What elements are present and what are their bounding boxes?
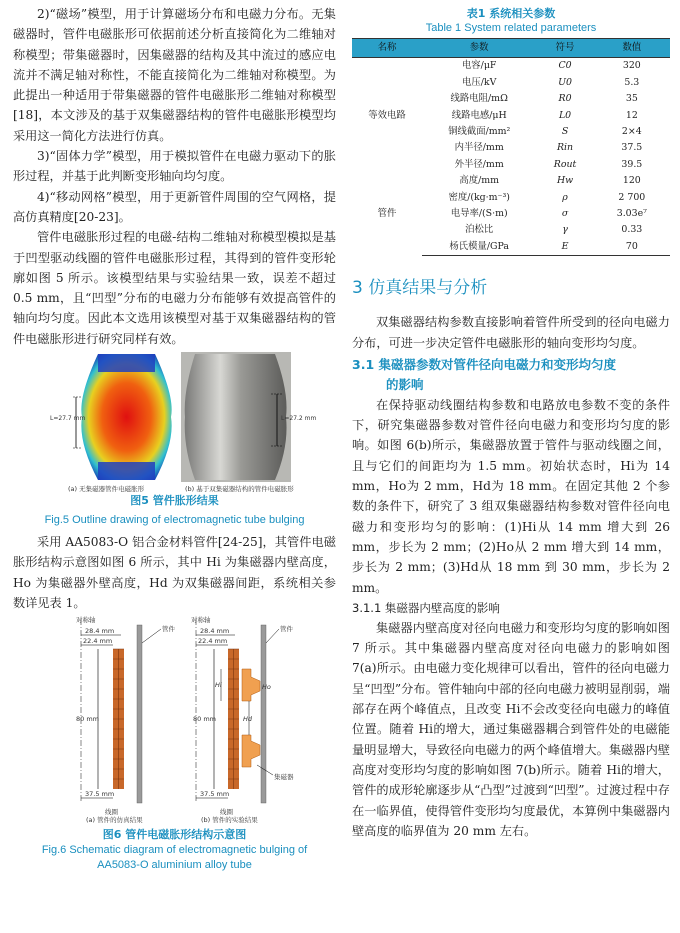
table-cell-symbol: σ xyxy=(561,208,569,220)
table-cell-value: 12 xyxy=(625,109,638,121)
section-3-heading: 3 仿真结果与分析 xyxy=(352,278,488,299)
table-cell-value: 2 700 xyxy=(618,191,646,203)
fig5-caption-cn: 图5 管件胀形结果 xyxy=(130,494,219,508)
table-cell-symbol: Rout xyxy=(553,158,577,170)
fig6b-dim-224: 22.4 mm xyxy=(198,637,228,646)
simulated-tube xyxy=(81,354,171,480)
coil-a xyxy=(113,649,124,789)
fig6b-hi-label: Hi xyxy=(215,681,222,690)
collector-bottom xyxy=(242,735,260,767)
figure-6 xyxy=(13,615,336,843)
table-cell-symbol: Hw xyxy=(556,175,574,187)
table-cell-value: 5.3 xyxy=(624,76,640,88)
table-cell-param: 内半径/mm xyxy=(454,142,504,154)
table-cell-value: 70 xyxy=(594,239,670,256)
table-cell-symbol: E xyxy=(536,239,593,256)
fig5-length-right: L=27.2 mm xyxy=(281,415,317,423)
section-3-1-heading-line2: 的影响 xyxy=(386,376,424,392)
fig6b-hd-label: Hd xyxy=(243,715,253,724)
table-row xyxy=(352,173,670,189)
table-cell-symbol: S xyxy=(561,126,569,138)
table-cell-value: 2×4 xyxy=(621,126,642,138)
table-cell-param: 杨氏模量/GPa xyxy=(422,239,536,256)
fig5-length-left: L=27.7 mm xyxy=(50,415,86,423)
table-cell-value: 3.03e⁷ xyxy=(616,208,647,220)
table-row xyxy=(352,58,670,75)
table-cell-value: 120 xyxy=(622,175,641,187)
fig6a-dim-224: 22.4 mm xyxy=(83,637,113,646)
fig6b-collector-label: 集磁器 xyxy=(274,773,294,782)
fig6a-tube-label: 管件 xyxy=(162,625,175,634)
fig6b-ho-label: Ho xyxy=(262,683,271,692)
table1-title-cn: 表1 系统相关参数 xyxy=(466,7,556,20)
table-cell-symbol: U0 xyxy=(558,76,572,88)
right-column xyxy=(352,0,670,841)
fig6-caption-cn: 图6 管件电磁胀形结构示意图 xyxy=(102,828,247,842)
table-cell-param: 电容/μF xyxy=(461,60,497,72)
fig6b-dim-284: 28.4 mm xyxy=(200,627,230,636)
fig6a-dim-375: 37.5 mm xyxy=(85,790,115,799)
fig6-caption-en-line2: AA5083-O aluminium alloy tube xyxy=(97,859,252,872)
fig6b-dim-80: 80 mm xyxy=(193,715,217,724)
table1-title-en: Table 1 System related parameters xyxy=(425,22,597,34)
fig6a-subcaption: (a) 管件的仿真结果 xyxy=(86,816,143,825)
paragraph-section3-1-1: 集磁器内壁高度对径向电磁力和变形均匀度的影响如图 7 所示。其中集磁器内壁高度对径向电磁力的影响如图 7(a)所示。由电磁力变化规律可以看出，管件的径向电磁力呈“凹型”分布。管件轴向中部的径向电磁力被明显削弱，端部存在两个峰值点，且改变 Hi不会改变径向电磁力的峰值位置。随着 Hi的增大，通过集磁器耦合到管件处的电磁能量明显增大，导致径向电磁力的两个峰值增大。集磁器内壁高度对变形均匀度的影响如图 7(b)所示。随着 Hi的增大，管件的成形轮廓逐步从“凸型”过渡到“凹型”。过渡过程中存在一临界值，使得管件变形均匀度最优，本算例中集磁器内壁高度的临界值为 20 mm 左右。 xyxy=(352,620,670,838)
table-cell-symbol: ρ xyxy=(562,191,568,203)
table-cell-value: 35 xyxy=(625,93,638,105)
coil-b xyxy=(228,649,239,789)
table-cell-value: 320 xyxy=(622,60,641,72)
paragraph-section3-1: 在保持驱动线圈结构参数和电路放电参数不变的条件下，研究集磁器参数对管件径向电磁力和变形均匀度的影响。如图 6(b)所示，集磁器放置于管件与驱动线圈之间，且与它们的间距均为 1.5 mm。初始状态时，Hi为 14 mm，Ho为 2 mm，Hd为 18 mm。在固定其他 2 个参数的条件下，研究了 3 组双集磁器结构参数对管件径向电磁力和变形均匀的影响：(1)Hi从 14 mm 增大到 26 mm，步长为 2 mm；(2)Ho从 2 mm 增大到 14 mm，步长为 2 mm；(3)Hd从 18 mm 到 30 mm，步长为 2 mm。 xyxy=(352,397,670,595)
table-group-tube: 管件 xyxy=(377,208,397,220)
fig6b-dim-375: 37.5 mm xyxy=(200,790,230,799)
table-cell-symbol: Rin xyxy=(556,142,574,154)
fig5-caption-en: Fig.5 Outline drawing of electromagnetic tube bulging xyxy=(44,514,305,527)
paragraph-magnetic-model: 2)“磁场”模型，用于计算磁场分布和电磁力分布。无集磁器时，管件电磁胀形可依据前述分析直接简化为二维轴对称模型；带集磁器时，因集磁器的结构及其中流过的感应电流并不满足轴对称性，不能直接简化为二维轴对称模型。为此提出一种适用于带集磁器的管件电磁胀形二维轴对称模型[18]，本文涉及的基于双集磁器结构的管件电磁胀形模型均采用这一简化方法进行仿真。 xyxy=(13,7,336,143)
table-header-name: 名称 xyxy=(352,39,422,58)
fig6b-coil-label: 线圈 xyxy=(220,808,233,817)
collector-top xyxy=(242,669,260,701)
table-group-circuit: 等效电路 xyxy=(368,109,406,121)
table-cell-value: 37.5 xyxy=(621,142,643,154)
fig6a-coil-label: 线圈 xyxy=(105,808,118,817)
table-cell-param: 线路电阻/mΩ xyxy=(450,93,508,105)
table-cell-param: 高度/mm xyxy=(459,175,500,187)
table-cell-param: 外半径/mm xyxy=(454,158,504,170)
table-cell-param: 铜线截面/mm² xyxy=(448,126,511,138)
fig6a-axis-label: 对称轴 xyxy=(76,616,96,625)
fig6a-dim-284: 28.4 mm xyxy=(85,627,115,636)
table-cell-param: 泊松比 xyxy=(465,224,494,236)
paragraph-material: 采用 AA5083-O 铝合金材料管件[24-25]，其管件电磁胀形结构示意图如图 6 所示，其中 Hi 为集磁器内壁高度，Ho 为集磁器外壁高度，Hd 为双集磁器间距，系统相关参数详见表 1。 xyxy=(13,535,336,610)
fig5-subcaption-a: (a) 无集磁器管件电磁胀形 xyxy=(68,485,145,494)
figure-5 xyxy=(13,352,336,515)
table-cell-symbol: L0 xyxy=(558,109,572,121)
fig6b-subcaption: (b) 管件的实验结果 xyxy=(201,816,258,825)
table-cell-value: 39.5 xyxy=(621,158,643,170)
paragraph-solid-mechanics: 3)“固体力学”模型，用于模拟管件在电磁力驱动下的胀形过程，并基于此判断变形轴向均匀度。 xyxy=(13,149,336,184)
table-header-row xyxy=(352,39,670,58)
table-cell-param: 电压/kV xyxy=(462,76,497,88)
fig6-diagram xyxy=(13,615,336,825)
paragraph-section3-intro: 双集磁器结构参数直接影响着管件所受到的径向电磁力分布，可进一步决定管件电磁胀形的轴向变形均匀度。 xyxy=(352,315,670,350)
section-3-1-heading-line1: 3.1 集磁器参数对管件径向电磁力和变形均匀度 xyxy=(352,356,616,372)
table-system-parameters xyxy=(352,38,670,256)
fig6-caption-en-line1: Fig.6 Schematic diagram of electromagnetic bulging of xyxy=(41,844,308,857)
fig5-subcaption-b: (b) 基于双集磁器结构的管件电磁胀形 xyxy=(185,485,294,494)
table-cell-symbol: R0 xyxy=(558,93,572,105)
table-header-symbol: 符号 xyxy=(536,39,593,58)
table-cell-param: 电导率/(S·m) xyxy=(450,208,508,220)
fig6a-dim-80: 80 mm xyxy=(76,715,100,724)
section-3-1-1-heading: 3.1.1 集磁器内壁高度的影响 xyxy=(352,600,500,615)
table-cell-param: 线路电感/μH xyxy=(451,109,507,121)
table-cell-param: 密度/(kg·m⁻³) xyxy=(448,191,510,203)
table-cell-value: 0.33 xyxy=(621,224,643,236)
table-cell-symbol: γ xyxy=(562,224,568,236)
fig6b-axis-label: 对称轴 xyxy=(191,616,211,625)
paragraph-model-validation: 管件电磁胀形过程的电磁-结构二维轴对称模型模拟是基于凹型驱动线圈的管件电磁胀形过程，其得到的管件变形轮廓如图 5 所示。该模型结果与实验结果一致，误差不超过 0.5 mm，且“凹型”分布的电磁力分布能够有效提高管件的轴向均匀度。因此本文选用该模型对基于双集磁器结构的管件电磁胀形进行研究同样有效。 xyxy=(13,230,336,346)
table-header-value: 数值 xyxy=(594,39,670,58)
table-cell-symbol: C0 xyxy=(558,60,572,72)
paragraph-moving-mesh: 4)“移动网格”模型，用于更新管件周围的空气网格，提高仿真精度[20-23]。 xyxy=(13,189,336,224)
experiment-tube xyxy=(185,354,287,480)
fig6b-tube-label: 管件 xyxy=(280,625,293,634)
table-header-param: 参数 xyxy=(422,39,536,58)
table-body xyxy=(352,58,670,256)
left-column xyxy=(13,0,336,873)
